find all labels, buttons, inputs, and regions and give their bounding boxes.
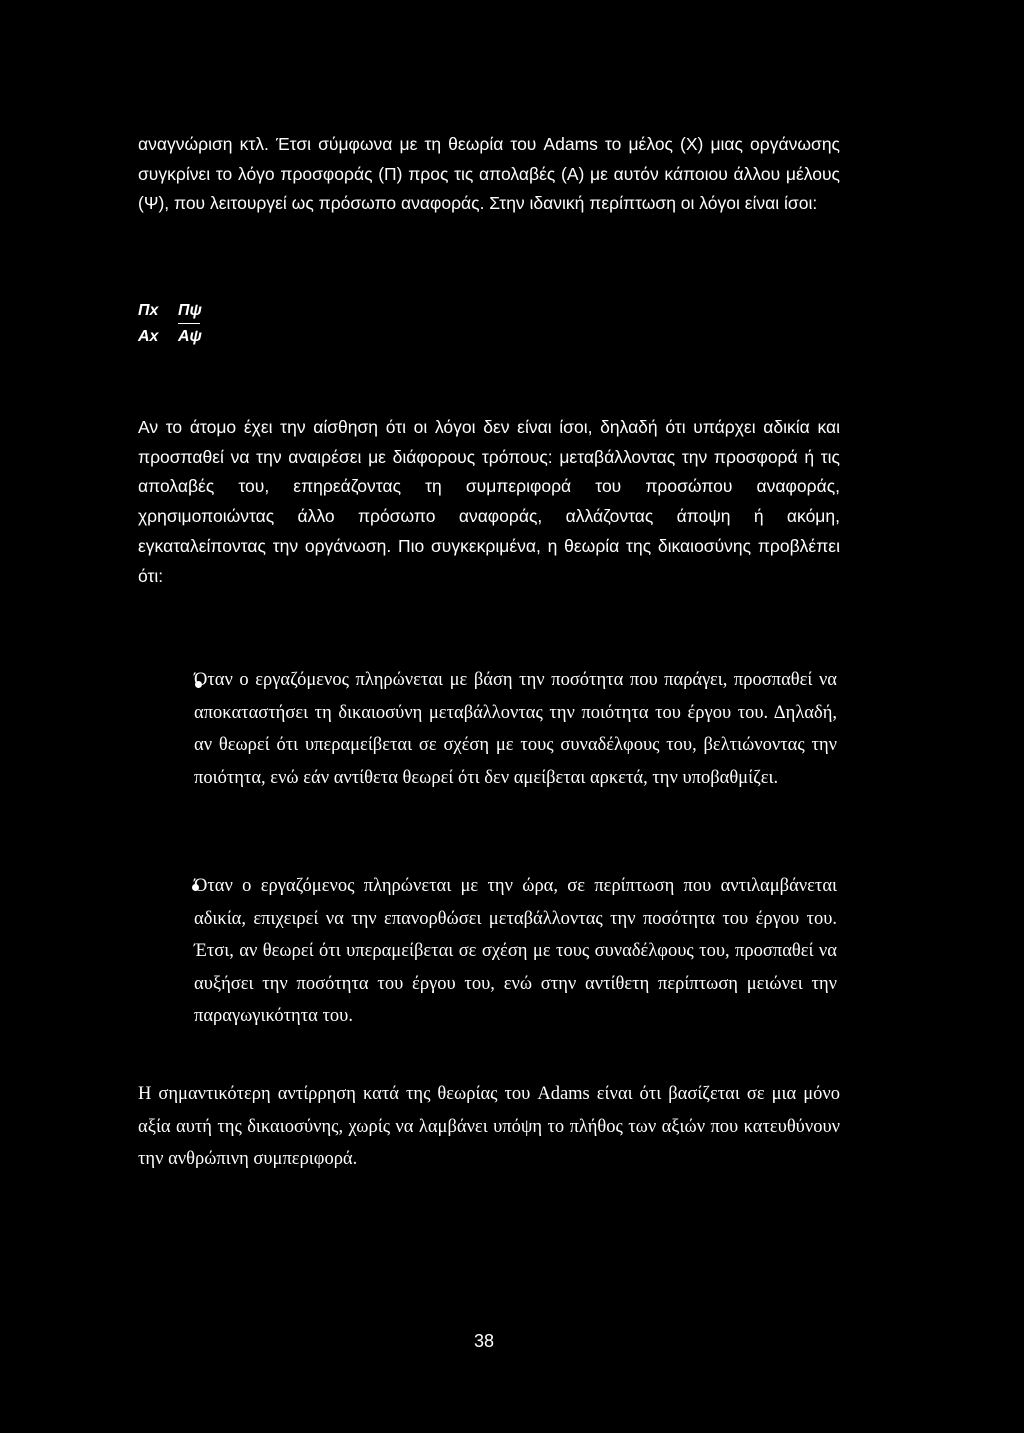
ratio-x-numerator: Πx [138,302,159,319]
ratio-psi-numerator: Πψ [178,302,202,319]
paragraph-criticism: Η σημαντικότερη αντίρρηση κατά της θεωρίας του Adams είναι ότι βασίζεται σε μια μόνο αξία αυτή της δικαιοσύνης, χωρίς να λαμβάνει υπόψη το πλήθος των αξιών που κατευθύνουν την ανθρώπινη συμπεριφορά. [138,1084,840,1170]
fraction-bar [178,323,200,324]
page-number: 38 [473,1331,495,1351]
bullet-item-quantity-pay: Όταν ο εργαζόμενος πληρώνεται με βάση την ποσότητα που παράγει, προσπαθεί να αποκαταστήσει τη δικαιοσύνη μεταβάλλοντας την ποιότητα του έργου του. Δηλαδή, αν θεωρεί ότι υπεραμείβεται σε σχέση με τους συναδέλφους του, βελτιώνοντας την ποιότητα, ενώ εάν αντίθετα θεωρεί ότι δεν αμείβεται αρκετά, την υποβαθμίζει. [194,670,837,788]
paragraph-intro: αναγνώριση κτλ. Έτσι σύμφωνα με τη θεωρία του Adams το μέλος (Χ) μιας οργάνωσης συγκρίνει το λόγο προσφοράς (Π) προς τις απολαβές (Α) με αυτόν κάποιου άλλου μέλους (Ψ), που λειτουργεί ως πρόσωπο αναφοράς. Στην ιδανική περίπτωση οι λόγοι είναι ίσοι: [138,134,840,214]
paragraph-inequity: Αν το άτομο έχει την αίσθηση ότι οι λόγοι δεν είναι ίσοι, δηλαδή ότι υπάρχει αδικία και προσπαθεί να την αναιρέσει με διάφορους τρόπους: μεταβάλλοντας την προσφορά ή τις απολαβές του, επηρεάζοντας τη συμπεριφορά του προσώπου αναφοράς, χρησιμοποιώντας άλλο πρόσωπο αναφοράς, αλλάζοντας άποψη ή ακόμη, εγκαταλείποντας την οργάνωση. Πιο συγκεκριμένα, η θεωρία της δικαιοσύνης προβλέπει ότι: [138,417,840,586]
ratio-psi-denominator: Aψ [178,328,202,345]
ratio-x-denominator: Ax [138,328,159,345]
bullet-item-hourly-pay: Όταν ο εργαζόμενος πληρώνεται με την ώρα, σε περίπτωση που αντιλαμβάνεται αδικία, επιχειρεί να την επανορθώσει μεταβάλλοντας την ποσότητα του έργου του. Έτσι, αν θεωρεί ότι υπεραμείβεται σε σχέση με τους συναδέλφους του, προσπαθεί να αυξήσει την ποσότητα του έργου του, ενώ στην αντίθετη περίπτωση μειώνει την παραγωγικότητα του. [194,876,837,1027]
